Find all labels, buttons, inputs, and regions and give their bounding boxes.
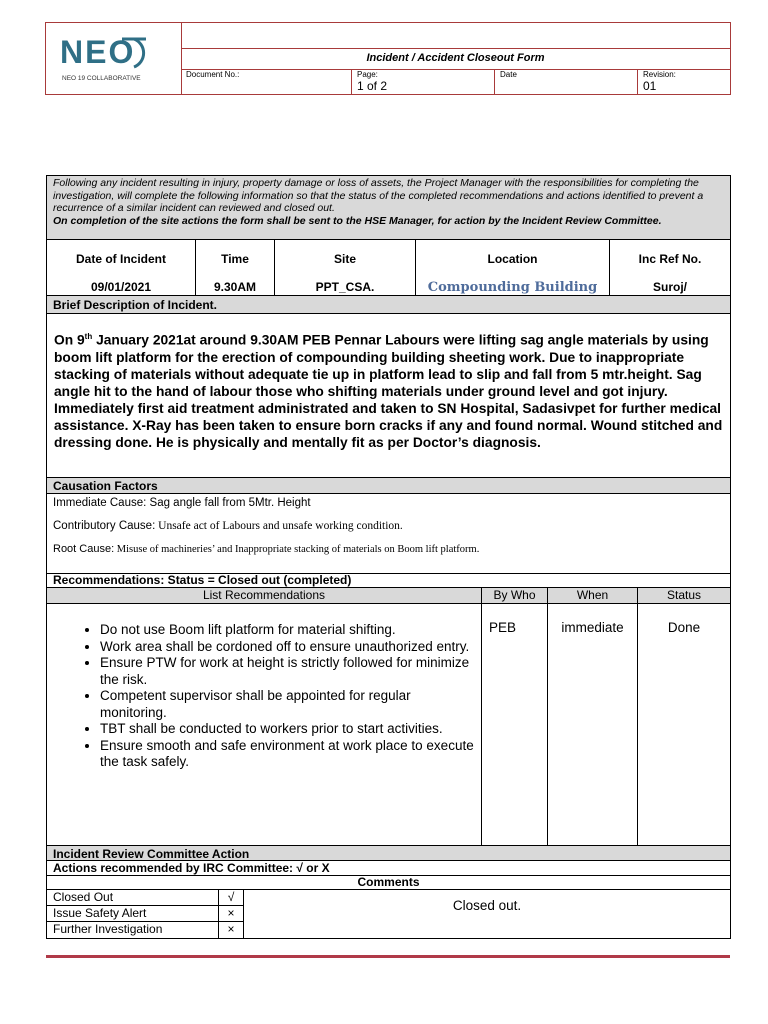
document-no-field: Document No.: <box>181 69 352 94</box>
when-value: immediate <box>548 604 638 845</box>
list-item: • Ensure PTW for work at height is strictly followed for minimize the risk. <box>100 655 481 688</box>
location-cell: Location Compounding Building <box>416 240 610 295</box>
list-item: • Do not use Boom lift platform for material shifting. <box>100 622 481 639</box>
root-cause: Root Cause: Misuse of machineries’ and Inappropriate stacking of materials on Boom lift platform. <box>53 543 480 555</box>
recommendations-title: Recommendations: Status = Closed out (completed) <box>47 574 730 588</box>
site-cell: Site PPT_CSA. <box>275 240 416 295</box>
irc-actions <box>47 890 730 938</box>
immediate-cause: Immediate Cause: Sag angle fall from 5Mtr. Height <box>53 497 311 509</box>
page-field: Page: 1 of 2 <box>352 69 495 94</box>
date-of-incident-cell: Date of Incident 09/01/2021 <box>47 240 196 295</box>
company-logo <box>46 23 182 94</box>
svg-text:NEO 19 COLLABORATIVE: NEO 19 COLLABORATIVE <box>62 75 141 82</box>
intro-text: Following any incident resulting in injury, property damage or loss of assets, the Project Manager with the responsibilities for completing the investigation, will complete the following information so that the status of the completed recommendations and actions identified to prevent a recurrence of a similar incident can reviewed and closed out. On completion of the site actions the form shall be sent to the HSE Manager, for action by the Incident Review Committee. <box>47 176 730 240</box>
form-header <box>45 22 731 95</box>
recommendations-header: List Recommendations By Who When Status <box>47 588 730 604</box>
table-row: Closed Out √ <box>47 890 243 906</box>
revision-field: Revision: 01 <box>643 70 676 93</box>
incident-details <box>47 240 730 296</box>
list-item: • Ensure smooth and safe environment at work place to execute the task safely. <box>100 738 481 771</box>
incident-form <box>46 175 731 939</box>
irc-comment: Closed out. <box>452 898 522 913</box>
contributory-cause: Contributory Cause: Unsafe act of Labours and unsafe working condition. <box>53 520 403 532</box>
time-cell: Time 9.30AM <box>196 240 275 295</box>
svg-text:NEO: NEO <box>60 34 136 70</box>
comments-header: Comments <box>47 876 730 890</box>
description-title: Brief Description of Incident. <box>47 296 730 314</box>
recommendations-body <box>47 604 730 846</box>
form-title: Incident / Accident Closeout Form <box>181 48 730 70</box>
irc-action-list <box>47 890 244 938</box>
incident-description: On 9th January 2021at around 9.30AM PEB Pennar Labours were lifting sag angle materials by using boom lift platform for the erection of compounding building sheeting work. Due to inappropriate stacking of materials without adequate tie up in platform lead to slip and fall from 5 mtr.height. Sag angle hit to the hand of labour those who shifting materials under ground level and got injury. Immediately first aid treatment administrated and taken to SN Hospital, Sadasivpet for further medical assistance. X-Ray has been taken to ensure born cracks if any and found normal. Wound stitched and dressing done. He is physically and mentally fit as per Doctor’s diagnosis. <box>47 314 730 478</box>
table-row: Further Investigation × <box>47 922 243 938</box>
header-blank-row <box>181 23 730 49</box>
footer-divider <box>46 955 730 958</box>
irc-subtitle: Actions recommended by IRC Committee: √ or X <box>47 861 730 876</box>
list-item: • Competent supervisor shall be appointed for regular monitoring. <box>100 688 481 721</box>
date-field: Date <box>495 69 638 94</box>
list-item: • Work area shall be cordoned off to ensure unauthorized entry. <box>100 639 481 656</box>
header-fields <box>181 69 730 94</box>
recommendations-list <box>47 604 482 845</box>
inc-ref-cell: Inc Ref No. Suroj/ <box>638 252 702 294</box>
irc-title: Incident Review Committee Action <box>47 846 730 861</box>
table-row: Issue Safety Alert × <box>47 906 243 922</box>
status-value: Done <box>667 620 701 635</box>
neo-logo-icon <box>46 23 181 94</box>
causation-factors <box>47 494 730 574</box>
by-who-value: PEB <box>482 604 548 845</box>
list-item: • TBT shall be conducted to workers prior to start activities. <box>100 721 481 738</box>
causation-title: Causation Factors <box>47 478 730 494</box>
